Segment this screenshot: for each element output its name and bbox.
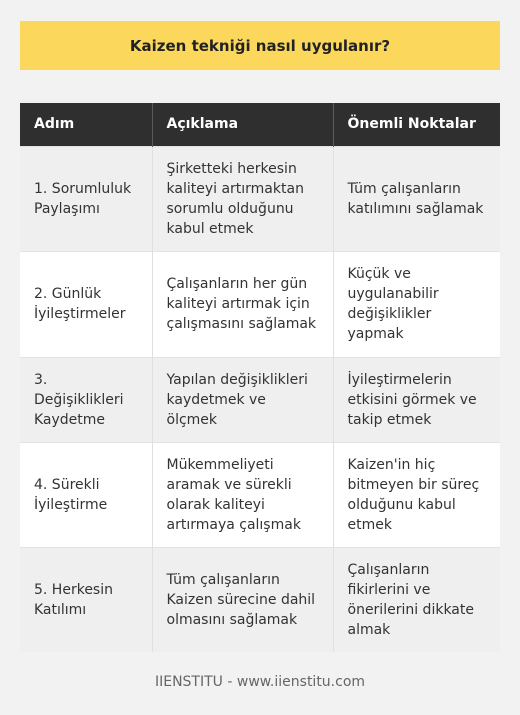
- cell-notes: İyileştirmelerin etkisini görmek ve takip etmek: [333, 357, 500, 442]
- table-row: [20, 251, 500, 357]
- cell-step: 1. Sorumluluk Paylaşımı: [20, 146, 152, 251]
- kaizen-table: [20, 103, 500, 652]
- cell-notes: Çalışanların fikirlerini ve önerilerini dikkate almak: [333, 547, 500, 652]
- cell-notes: Tüm çalışanların katılımını sağlamak: [333, 146, 500, 251]
- cell-description: Şirketteki herkesin kaliteyi artırmaktan sorumlu olduğunu kabul etmek: [152, 146, 333, 251]
- table-row: [20, 146, 500, 251]
- cell-description: Mükemmeliyeti aramak ve sürekli olarak kaliteyi artırmaya çalışmak: [152, 442, 333, 547]
- header-step: Adım: [20, 103, 152, 146]
- table-row: [20, 442, 500, 547]
- cell-step: 3. Değişiklikleri Kaydetme: [20, 357, 152, 442]
- table-header-row: [20, 103, 500, 146]
- header-notes: Önemli Noktalar: [333, 103, 500, 146]
- cell-notes: Küçük ve uygulanabilir değişiklikler yapmak: [333, 251, 500, 357]
- footer-credit: IIENSTITU - www.iienstitu.com: [154, 674, 366, 690]
- kaizen-table-container: [20, 103, 500, 652]
- cell-notes: Kaizen'in hiç bitmeyen bir süreç olduğunu kabul etmek: [333, 442, 500, 547]
- cell-description: Çalışanların her gün kaliteyi artırmak için çalışmasını sağlamak: [152, 251, 333, 357]
- header-description: Açıklama: [152, 103, 333, 146]
- cell-step: 4. Sürekli İyileştirme: [20, 442, 152, 547]
- table-row: [20, 357, 500, 442]
- cell-description: Yapılan değişiklikleri kaydetmek ve ölçmek: [152, 357, 333, 442]
- cell-description: Tüm çalışanların Kaizen sürecine dahil olmasını sağlamak: [152, 547, 333, 652]
- page-title: Kaizen tekniği nasıl uygulanır?: [20, 21, 500, 70]
- cell-step: 2. Günlük İyileştirmeler: [20, 251, 152, 357]
- table-row: [20, 547, 500, 652]
- cell-step: 5. Herkesin Katılımı: [20, 547, 152, 652]
